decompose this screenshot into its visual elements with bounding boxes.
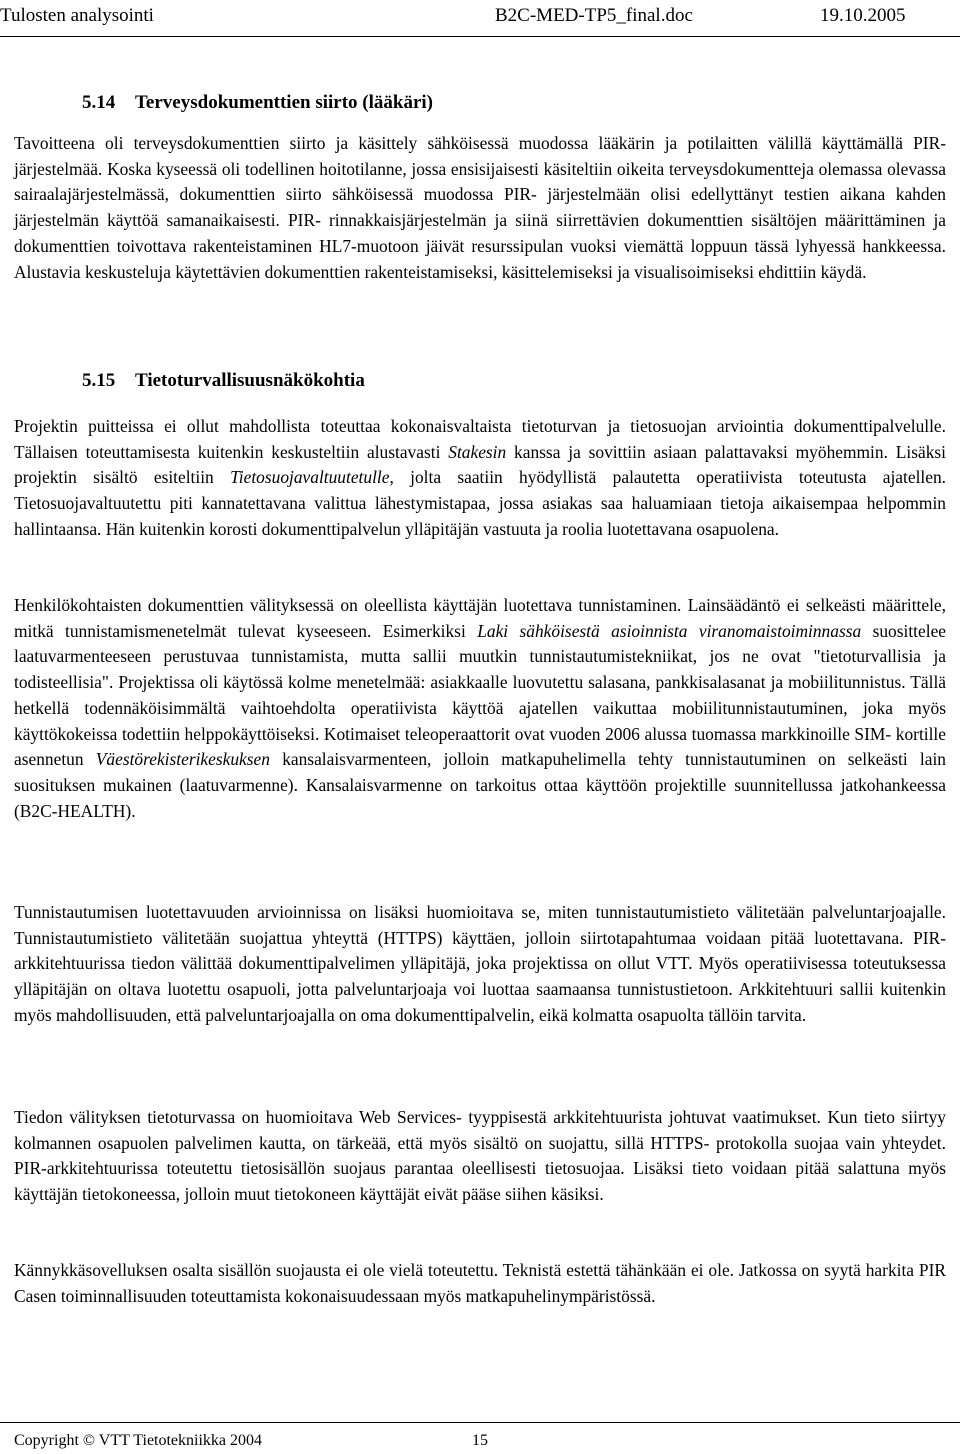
paragraph-text: kanssa ja sovittiin asiaan palattavaksi myöhemmin. Lisäksi projektin sisältö esiteltiin bbox=[14, 441, 946, 488]
header-divider bbox=[0, 36, 960, 37]
paragraph-6: Kännykkäsovelluksen osalta sisällön suojausta ei ole vielä toteutettu. Teknistä estettä tähänkään ei ole. Jatkossa on syytä harkita PIR Casen toiminnallisuuden toteuttamista kokonaisuudessaan myös matkapuhelinympäristössä. bbox=[14, 1260, 946, 1306]
page-number: 15 bbox=[472, 1432, 488, 1449]
header-date: 19.10.2005 bbox=[820, 5, 906, 26]
section-title: Tietoturvallisuusnäkökohtia bbox=[135, 370, 365, 391]
italic-term-stakes: Stakesin bbox=[448, 441, 507, 462]
paragraph-4: Tunnistautumisen luotettavuuden arvioinnissa on lisäksi huomioitava se, miten tunnistautumistieto välitetään palveluntarjoajalle. Tunnistautumistieto välitetään suojattua yhteyttä (HTTPS) käyttäen, jolloin siirtotapahtumaa voidaan pitää luotettavana. PIR-arkkitehtuurissa tiedon välittää dokumenttipalvelimen ylläpitäjä, joka projektissa on ollut VTT. Myös operatiivisessa toteutuksessa ylläpitäjän on oltava luotettu osapuoli, jotta palveluntarjoaja voi luottaa saamaansa tunnistustietoon. Arkkitehtuuri sallii kuitenkin myös mahdollisuuden, että palveluntarjoajalla on oma dokumenttipalvelin, eikä kolmatta osapuolta tällöin tarvita. bbox=[14, 902, 946, 1025]
section-number: 5.14 bbox=[82, 92, 116, 113]
paragraph-2 bbox=[14, 414, 946, 543]
section-heading-5-14 bbox=[82, 92, 433, 114]
paragraph-3 bbox=[14, 593, 946, 824]
section-heading-5-15 bbox=[82, 370, 365, 392]
paragraph-text: Projektin puitteissa ei ollut mahdollista toteuttaa kokonaisvaltaista tietoturvan ja tietosuojan arviointia dokumenttipalvelulle. Tällaisen toteuttamisesta kuitenkin keskusteltiin alustavasti bbox=[14, 416, 946, 462]
page-header bbox=[0, 0, 960, 40]
paragraph-text: , jolta saatiin hyödyllistä palautetta operatiivista toteutusta ajatellen. Tietosuojavaltuutettu piti kannatettavana valittua lähestymistapaa, jossa asiakas saa haluamiaan tietoja aikaisempaa helpommin hallintaansa. Hän kuitenkin korosti dokumenttipalvelun ylläpitäjän vastuuta ja roolia luotettavana osapuolena. bbox=[14, 467, 946, 539]
paragraph-text: suosittelee laatuvarmenteeseen perustuvaa tunnistamista, mutta sallii muutkin tunnistautumistekniikat, jos ne ovat "tietoturvallisia ja todisteellisia". Projektissa oli käytössä kolme menetelmää: asiakkaalle luovutettu salasana, pankkisalasanat ja mobiilitunnistus. Tällä hetkellä todennäköisimmältä vaihtoehdolta operatiivista käyttöä ajatellen vaikuttaa mobiilitunnistautuminen, joka myös käyttökokeissa todettiin helppokäyttöiseksi. Kotimaiset teleoperaattorit ovat vuoden 2006 alussa tuomassa markkinoille SIM- kortille asennetun bbox=[14, 620, 947, 770]
footer-divider bbox=[0, 1422, 960, 1423]
section-title: Terveysdokumenttien siirto (lääkäri) bbox=[135, 92, 434, 113]
paragraph-1: Tavoitteena oli terveysdokumenttien siirto ja käsittely sähköisessä muodossa lääkärin ja potilaitten välillä käyttämällä PIR- järjestelmää. Koska kyseessä oli todellinen hoitotilanne, jossa ensisijaisesti käsiteltiin oikeita terveysdokumentteja olemassa olevassa sairaalajärjestelmässä, dokumenttien siirto sähköisessä muodossa PIR- järjestelmään olisi edellyttänyt testien aikana kahden järjestelmän käyttöä samanaikaisesti. PIR- rinnakkaisjärjestelmän ja siinä siirrettävien dokumenttien sisältöjen määrittäminen ja dokumenttien toivottava rakenteistaminen HL7-muotoon jäivät resurssipulan vuoksi viemättä loppuun tässä lyhyessä hankkeessa. Alustavia keskusteluja käytettävien dokumenttien rakenteistamiseksi, käsittelemiseksi ja visualisoimiseksi ehdittiin käydä. bbox=[14, 133, 946, 282]
footer-copyright: Copyright © VTT Tietotekniikka 2004 bbox=[14, 1432, 263, 1449]
italic-law-title: Laki sähköisestä asioinnista viranomaistoiminnassa bbox=[477, 620, 862, 641]
paragraph-text: kansalaisvarmenteen, jolloin matkapuhelimella tehty tunnistautuminen on selkeästi lain suosituksen mukainen (laatuvarmenne). Kansalaisvarmenne on tarkoitus ottaa käyttöön projektille suunnitellussa jatkohankeessa (B2C-HEALTH). bbox=[14, 749, 946, 821]
italic-term-tietosuojavaltuutettu: Tietosuojavaltuutetulle bbox=[230, 467, 390, 488]
paragraph-text: Henkilökohtaisten dokumenttien välityksessä on oleellista käyttäjän luotettava tunnistaminen. Lainsäädäntö ei selkeästi määrittele, mitkä tunnistamismenetelmät tulevat kyseeseen. Esimerkiksi bbox=[14, 595, 946, 641]
paragraph-5: Tiedon välityksen tietoturvassa on huomioitava Web Services- tyyppisestä arkkitehtuurista johtuvat vaatimukset. Kun tieto siirtyy kolmannen osapuolen palvelimen kautta, on tärkeää, että myös sisältö on suojattu, sillä HTTPS- protokolla suojaa vain yhteydet. PIR-arkkitehtuurissa toteutettu tietosisällön suojaus parantaa oleellisesti tietosuojaa. Lisäksi tieto voidaan pitää salattuna myös käyttäjän tietokoneessa, jolloin muut tietokoneen käyttäjät eivät pääse siihen käsiksi. bbox=[14, 1107, 946, 1205]
header-title: Tulosten analysointi bbox=[0, 5, 154, 26]
section-number: 5.15 bbox=[82, 370, 116, 391]
header-filename: B2C-MED-TP5_final.doc bbox=[495, 5, 693, 26]
italic-term-vaestorekisterikeskus: Väestörekisterikeskuksen bbox=[95, 749, 270, 770]
